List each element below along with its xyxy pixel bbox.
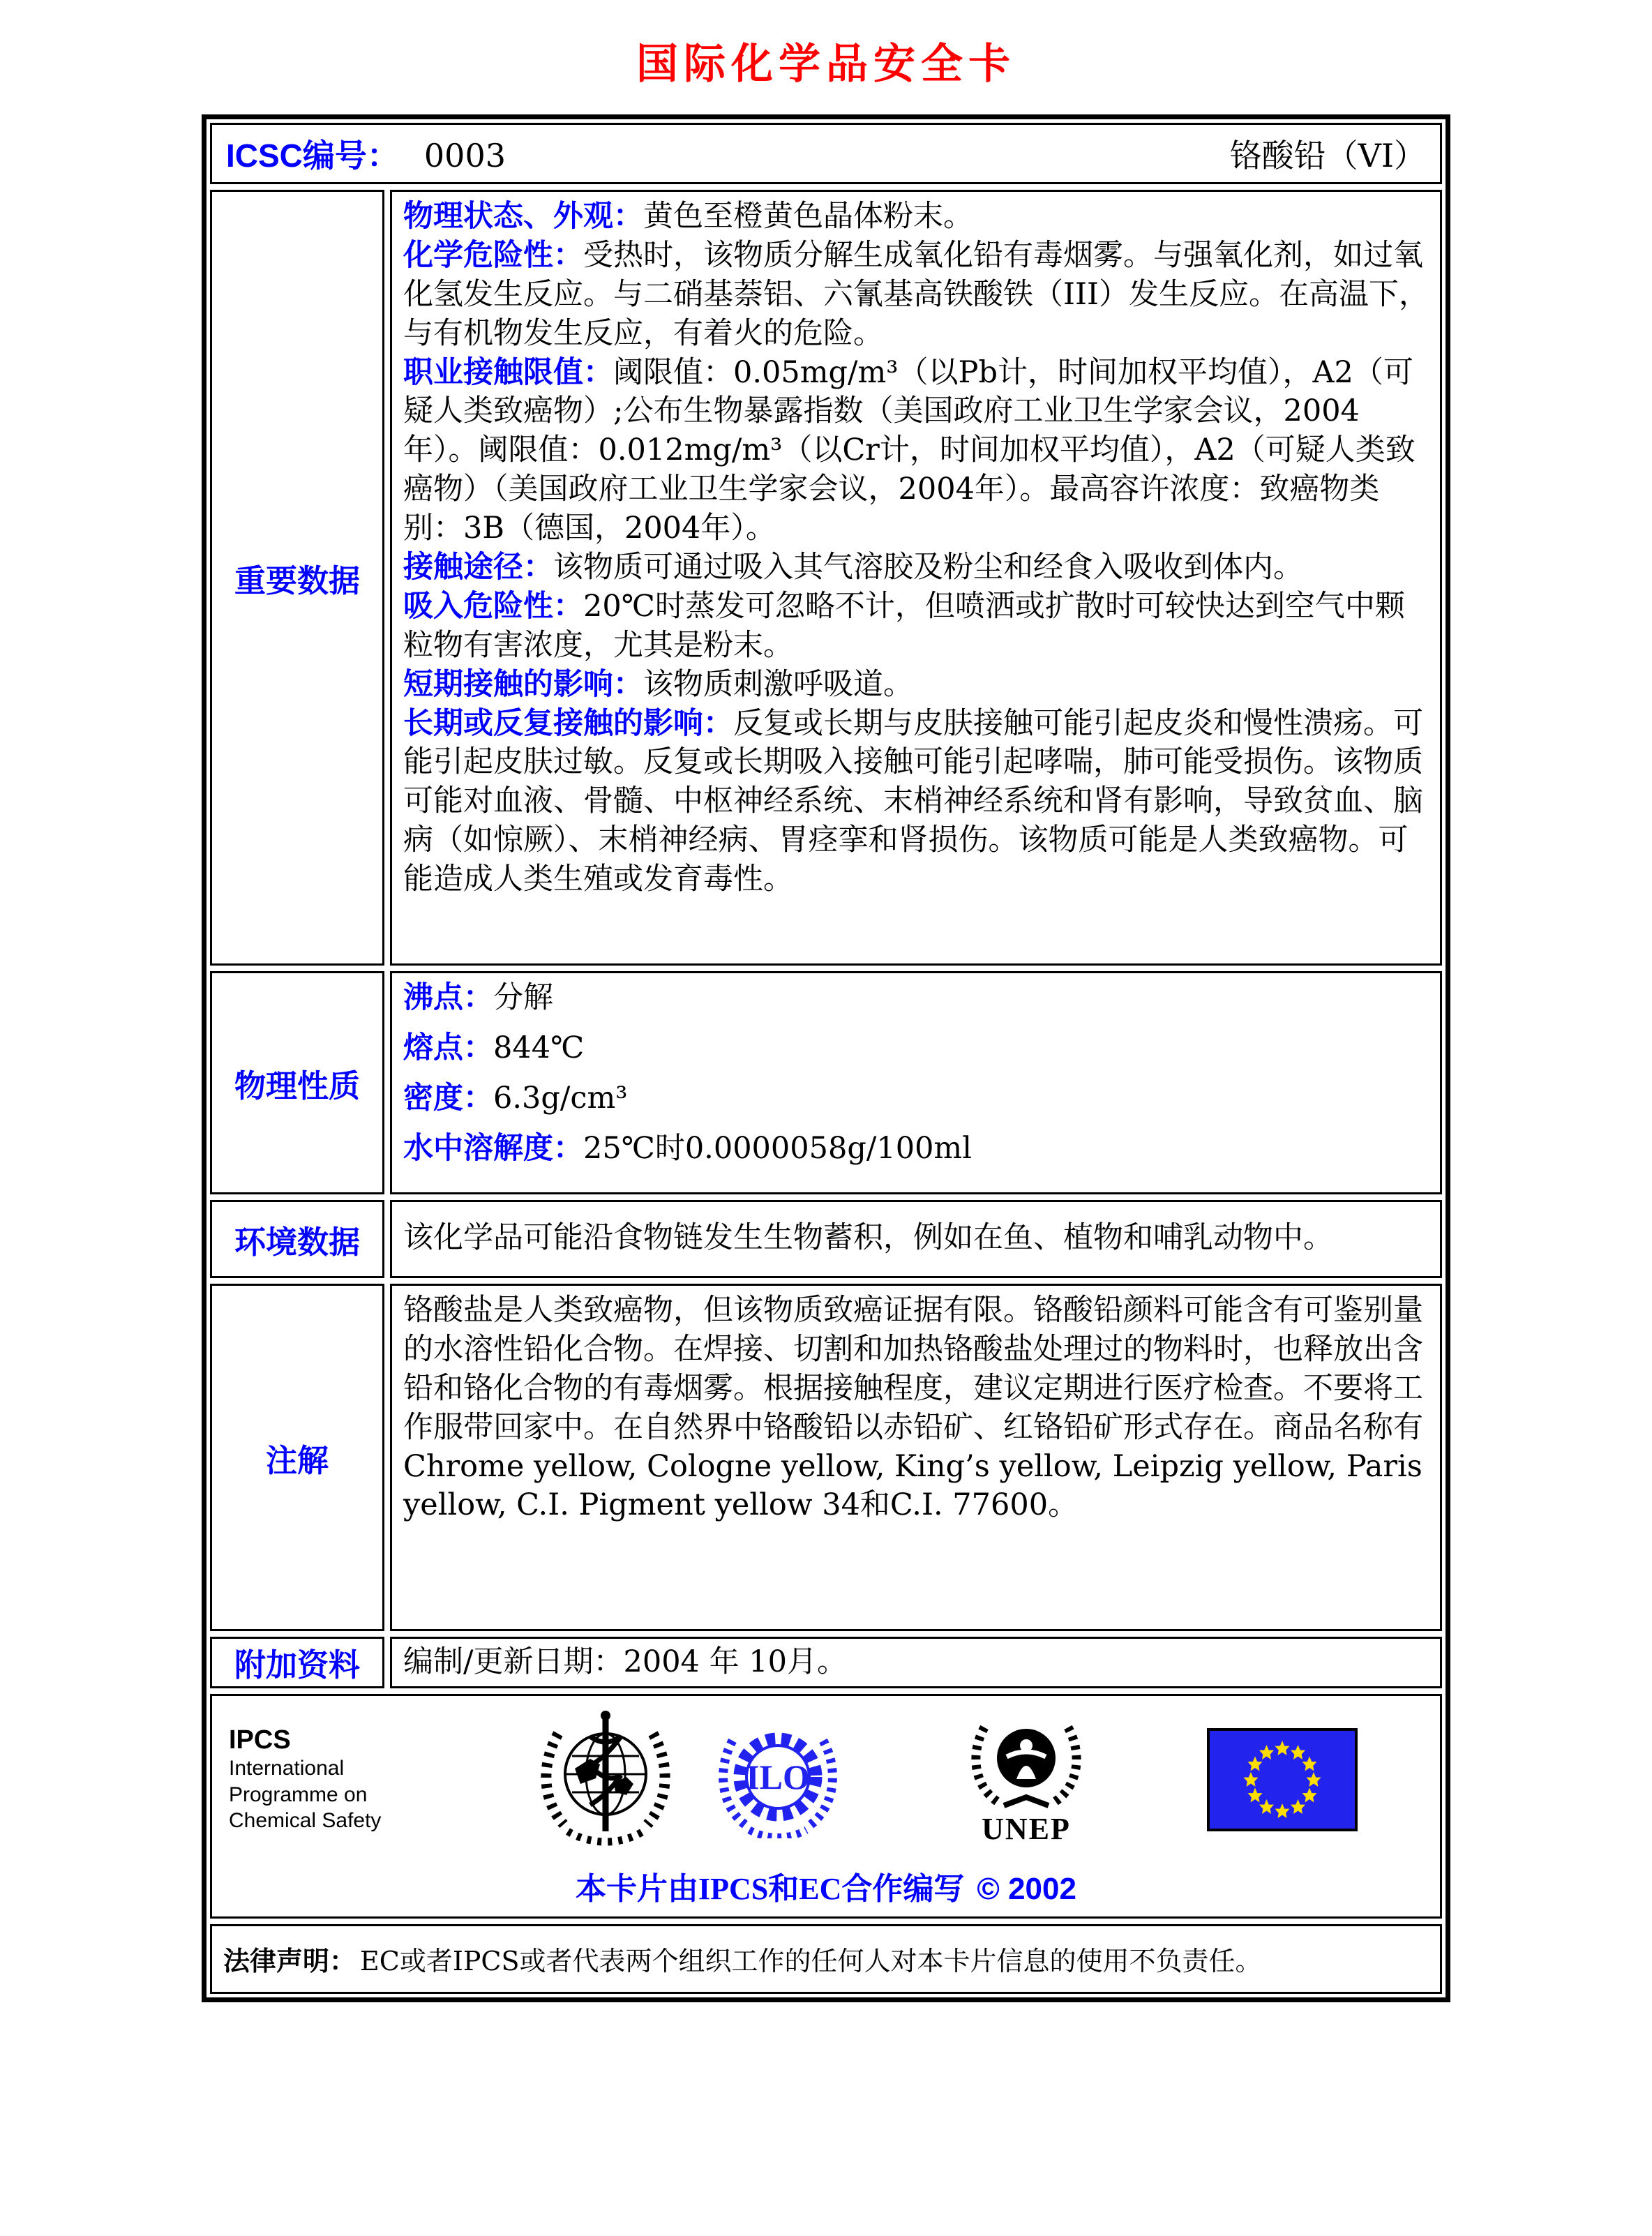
legal-row (210, 1924, 1442, 1994)
ilo-letters: ILO (746, 1757, 810, 1796)
ipcs-text-block (229, 1725, 445, 1834)
field-paragraph (403, 1079, 1429, 1118)
field-label: 短期接触的影响： (403, 667, 643, 701)
section-content-environmental-data (390, 1200, 1442, 1278)
ipcs-name-line: International (229, 1757, 345, 1780)
field-label: 水中溶解度： (403, 1131, 583, 1165)
organisations-row (210, 1694, 1442, 1919)
field-paragraph (403, 1130, 1429, 1169)
section-label-additional-information: 附加资料 (210, 1637, 384, 1688)
legal-label: 法律声明： (223, 1947, 356, 1977)
section-label-environmental-data: 环境数据 (210, 1200, 384, 1278)
field-text: 反复或长期与皮肤接触可能引起皮炎和慢性溃疡。可能引起皮肤过敏。反复或长期吸入接触可能引起哮喘，肺可能受损伤。该物质可能对血液、骨髓、中枢神经系统、末梢神经系统和肾有影响，导致贫血、脑病（如惊厥）、末梢神经病、胃痉挛和肾损伤。该物质可能是人类致癌物。可能造成人类生殖或发育毒性。 (403, 705, 1423, 897)
section-row-important-data (210, 190, 1442, 966)
field-text: 编制/更新日期：2004 年 10月。 (403, 1644, 847, 1679)
field-paragraph (403, 548, 1429, 587)
field-text: 受热时，该物质分解生成氧化铅有毒烟雾。与强氧化剂，如过氧化氢发生反应。与二硝基萘铝、六氰基高铁酸铁（III）发生反应。在高温下，与有机物发生反应，有着火的危险。 (403, 237, 1429, 351)
field-text: 铬酸盐是人类致癌物，但该物质致癌证据有限。铬酸铅颜料可能含有可鉴别量的水溶性铅化合物。在焊接、切割和加热铬酸盐处理过的物料时，也释放出含铅和铬化合物的有毒烟雾。根据接触程度，建议定期进行医疗检查。不要将工作服带回家中。在自然界中铬酸铅以赤铅矿、红铬铅矿形式存在。商品名称有Chrome yellow, Cologne yellow, King’s yellow, Leipzig yellow, Paris yellow, C.I. Pigment yellow 34和C.I. 77600。 (403, 1293, 1423, 1523)
field-label: 密度： (403, 1081, 493, 1115)
icsc-number-group (226, 130, 506, 177)
field-paragraph (403, 666, 1429, 705)
field-text: 分解 (493, 980, 553, 1015)
credit-line (229, 1863, 1423, 1908)
header-row (210, 123, 1442, 184)
ipcs-name-line: Programme on (229, 1783, 368, 1806)
section-row-additional-information (210, 1637, 1442, 1688)
section-label-important-data: 重要数据 (210, 190, 384, 966)
chemical-name: 铬酸铅（VI） (1229, 137, 1426, 174)
field-paragraph (403, 354, 1429, 548)
field-paragraph (403, 705, 1429, 899)
field-paragraph (403, 1029, 1429, 1068)
field-text: 该物质刺激呼吸道。 (643, 666, 913, 702)
field-text: 25℃时0.0000058g/100ml (583, 1130, 972, 1166)
section-label-physical-properties: 物理性质 (210, 971, 384, 1194)
icsc-number-label: ICSC编号： (226, 137, 399, 174)
section-content-physical-properties (390, 971, 1442, 1194)
eu-flag-icon (1207, 1728, 1358, 1831)
ipcs-acronym: IPCS (229, 1725, 291, 1755)
copyright-text: © 2002 (977, 1871, 1076, 1906)
ilo-logo-icon (717, 1721, 839, 1838)
field-paragraph (403, 237, 1429, 354)
section-content-important-data (390, 190, 1442, 966)
section-row-environmental-data (210, 1200, 1442, 1278)
unep-wordmark: UNEP (982, 1812, 1071, 1847)
icsc-number-value: 0003 (423, 137, 506, 174)
unep-logo-icon (968, 1712, 1085, 1847)
section-label-notes: 注解 (210, 1284, 384, 1631)
page-title: 国际化学品安全卡 (636, 40, 1016, 89)
section-content-notes (390, 1284, 1442, 1631)
field-paragraph (403, 587, 1429, 666)
organisations-cell (210, 1694, 1442, 1919)
field-label: 熔点： (403, 1030, 493, 1065)
legal-text: EC或者IPCS或者代表两个组织工作的任何人对本卡片信息的使用不负责任。 (360, 1946, 1262, 1977)
field-label: 吸入危险性： (403, 589, 583, 623)
field-text: 844℃ (493, 1030, 585, 1065)
field-text: 该化学品可能沿食物链发生生物蓄积，例如在鱼、植物和哺乳动物中。 (403, 1220, 1333, 1256)
field-text: 阈限值：0.05mg/m³（以Pb计，时间加权平均值），A2（可疑人类致癌物）;公布生物暴露指数（美国政府工业卫生学家会议，2004年）。阈限值：0.012mg/m³（以Cr计，时间加权平均值），A2（可疑人类致癌物）（美国政府工业卫生学家会议，2004年）。最高容许浓度：致癌物类别：3B（德国，2004年）。 (403, 354, 1416, 546)
field-text: 黄色至橙黄色晶体粉末。 (643, 199, 973, 234)
field-text: 6.3g/cm³ (493, 1080, 628, 1116)
field-label: 物理状态、外观： (403, 200, 643, 233)
field-paragraph (403, 979, 1429, 1018)
section-row-notes (210, 1284, 1442, 1631)
field-label: 化学危险性： (403, 238, 583, 272)
field-label: 职业接触限值： (403, 355, 613, 389)
field-text: 20℃时蒸发可忽略不计，但喷洒或扩散时可较快达到空气中颗粒物有害浓度，尤其是粉末。 (403, 588, 1405, 663)
legal-cell (210, 1924, 1442, 1994)
field-text: 该物质可通过吸入其气溶胶及粉尘和经食入吸收到体内。 (553, 550, 1303, 585)
field-paragraph (403, 197, 1429, 237)
section-content-additional-information (390, 1637, 1442, 1688)
field-label: 接触途径： (403, 550, 553, 585)
section-row-physical-properties (210, 971, 1442, 1194)
header-cell (210, 123, 1442, 184)
icsc-card (202, 114, 1450, 2002)
logo-strip (229, 1707, 1423, 1852)
field-label: 沸点： (403, 981, 493, 1014)
field-label: 长期或反复接触的影响： (403, 706, 733, 740)
who-logo-icon (536, 1707, 675, 1852)
ipcs-name-line: Chemical Safety (229, 1809, 382, 1833)
credit-text: 本卡片由IPCS和EC合作编写 (576, 1871, 965, 1906)
